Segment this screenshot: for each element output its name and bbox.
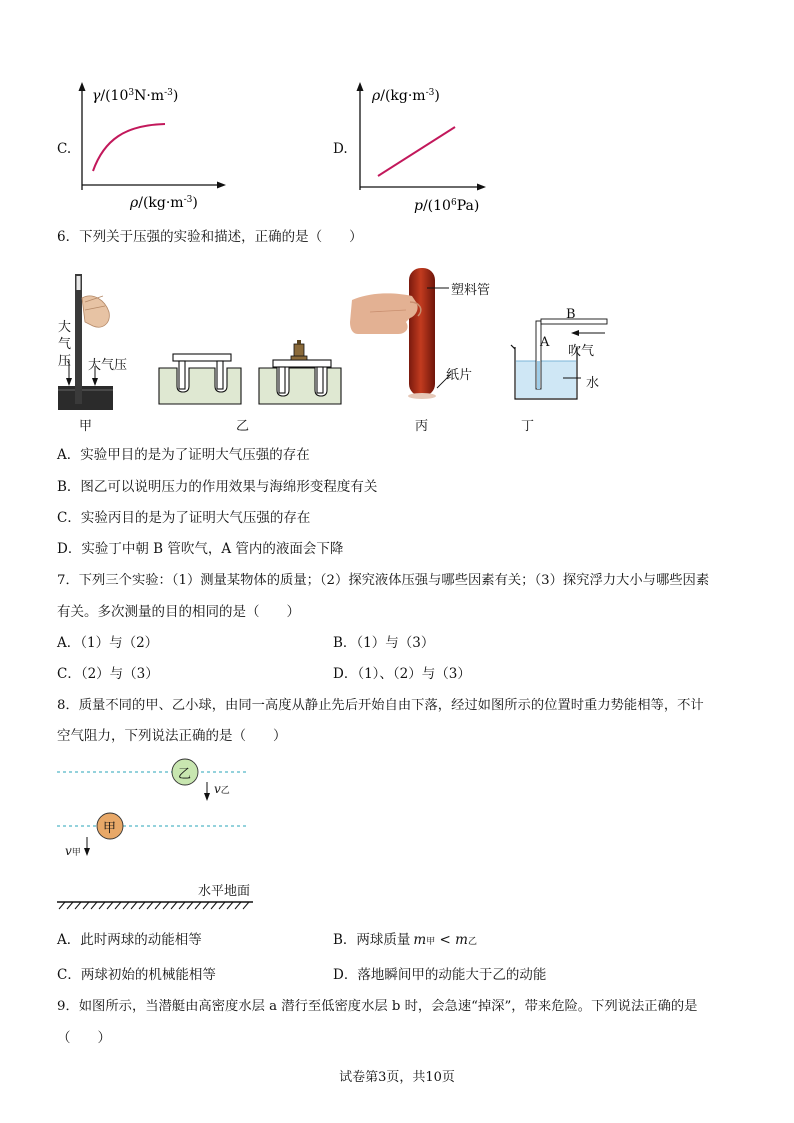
paper-label: 纸片 (446, 368, 473, 383)
q8-option-c: C．两球初始的机械能相等 (57, 967, 216, 983)
q7-stem-line1: 7．下列三个实验：（1）测量某物体的质量；（2）探究液体压强与哪些因素有关；（3）探究浮力大小与哪些因素 (57, 573, 710, 588)
q7-option-b: B．（1）与（3） (333, 635, 435, 651)
q6-option-a: A．实验甲目的是为了证明大气压强的存在 (57, 447, 310, 463)
q8-option-b: B．两球质量 m甲 < m乙 (333, 932, 477, 948)
tube-b-label: B (566, 307, 576, 322)
water-label: 水 (586, 376, 600, 391)
y-axis-arrow (357, 82, 364, 91)
v-jia-label: v甲 (65, 844, 81, 858)
ball-yi-label: 乙 (178, 767, 192, 782)
sponge-left (159, 368, 241, 404)
q8-stem-line1: 8．质量不同的甲、乙小球，由同一高度从静止先后开始自由下落，经过如图所示的位置时重力势能相等，不计 (57, 698, 704, 713)
q7-stem-line2: 有关。多次测量的目的相同的是（ ） (57, 604, 300, 620)
graph-c (70, 78, 230, 213)
graph-d-xlabel: $p/(10^6Pa)$ (414, 198, 480, 214)
v-yi-label: v乙 (214, 782, 230, 796)
curve-c (93, 124, 165, 171)
figure-yi (155, 338, 345, 408)
graph-d (348, 78, 498, 218)
weight (291, 340, 307, 360)
y-axis-arrow (79, 82, 86, 91)
line-d (378, 127, 455, 176)
figure-yi-caption: 乙 (236, 419, 250, 434)
atm-label-left: 大 气 压 (58, 320, 72, 369)
tube-a-label: A (540, 335, 550, 350)
option-c-label: C. (57, 141, 72, 157)
q8-option-d: D．落地瞬间甲的动能大于乙的动能 (333, 967, 547, 983)
graph-d-ylabel: $\rho/(kg\cdot m^{-3})$ (372, 88, 440, 104)
figure-ding (505, 305, 620, 405)
q7-option-c: C．（2）与（3） (57, 666, 159, 682)
q8-option-a: A．此时两球的动能相等 (57, 932, 202, 948)
atm-label-right: 大气压 (88, 358, 128, 373)
figure-bing-caption: 丙 (415, 419, 429, 434)
q8-stem-line2: 空气阻力，下列说法正确的是（ ） (57, 728, 287, 744)
ground-hatch (59, 902, 249, 909)
q7-option-d: D．（1）、（2）与（3） (333, 666, 471, 682)
figure-ding-caption: 丁 (521, 419, 535, 434)
q6-stem: 6．下列关于压强的实验和描述，正确的是（ ） (57, 229, 363, 245)
q9-stem-line1: 9．如图所示，当潜艇由高密度水层 a 潜行至低密度水层 b 时，会急速“掉深”，带来危险。下列说法正确的是 (57, 999, 698, 1014)
glass-tube (75, 274, 82, 404)
page-footer: 试卷第3页，共10页 (339, 1070, 455, 1085)
ball-jia-label: 甲 (103, 821, 117, 836)
hand (82, 296, 109, 327)
q9-stem-line2: （ ） (57, 1030, 111, 1046)
graph-c-xlabel: $\rho/(kg\cdot m^{-3})$ (130, 195, 198, 211)
q7-option-a: A．（1）与（2） (57, 635, 159, 651)
option-d-label: D. (333, 141, 348, 157)
ground-label: 水平地面 (198, 884, 251, 899)
graph-c-ylabel: $\gamma/(10^3N\cdot m^{-3})$ (92, 88, 179, 104)
hand-bing (350, 293, 418, 334)
q6-option-b: B．图乙可以说明压力的作用效果与海绵形变程度有关 (57, 479, 378, 495)
sponge-right (259, 368, 341, 404)
x-axis-arrow (217, 182, 226, 189)
q6-option-d: D．实验丁中朝 B 管吹气，A 管内的液面会下降 (57, 541, 344, 557)
x-axis-arrow (477, 184, 486, 191)
figure-jia-caption: 甲 (79, 419, 93, 434)
blow-label: 吹气 (568, 344, 595, 359)
plastic-tube-label: 塑料管 (451, 283, 491, 298)
water (516, 361, 576, 398)
q6-option-c: C．实验丙目的是为了证明大气压强的存在 (57, 510, 311, 526)
